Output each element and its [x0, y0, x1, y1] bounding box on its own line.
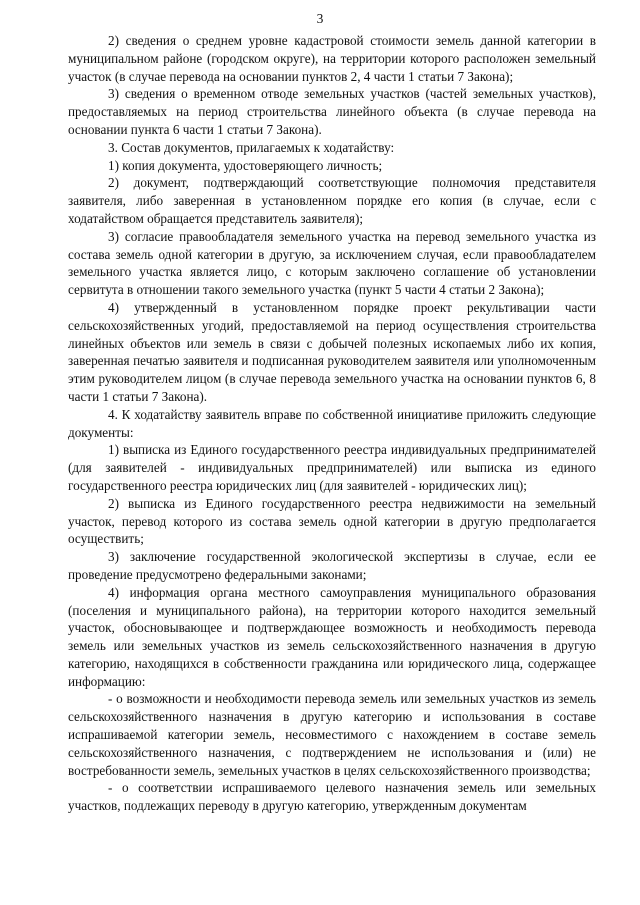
paragraph: 3) сведения о временном отводе земельных участков (частей земельных участков), предоставляемых на период строительства линейного объекта (в случае перевода на основании пункта 6 части 1 статьи 7 Закона).: [68, 86, 596, 137]
document-body: [68, 32, 596, 815]
section-heading: 3. Состав документов, прилагаемых к ходатайству:: [108, 139, 395, 155]
list-item: 4) утвержденный в установленном порядке проект рекультивации части сельскохозяйственных угодий, предоставляемой на период осуществления строительства линейных объектов или земель в связи с добычей полезных ископаемых либо их копия, заверенная печатью заявителя и подписанная руководителем заявителя или уполномоченным этим руководителем лицом (в случае перевода земельного участка на основании пунктов 6, 8 части 1 статьи 7 Закона).: [68, 299, 596, 404]
list-item: 1) выписка из Единого государственного реестра индивидуальных предпринимателей (для заявителей - индивидуальных предпринимателей) или выписка из единого государственного реестра юридических лиц (для заявителей - юридических лиц);: [68, 442, 596, 493]
sub-list-item: - о возможности и необходимости перевода земель или земельных участков из земель сельскохозяйственного назначения в другую категорию и использования в составе испрашиваемой категории земель, несовместимого с нахождением в составе земель сельскохозяйственного назначения, с подтверждением не использования и (или) не востребованности земель, земельных участков в целях сельскохозяйственного производства;: [68, 691, 596, 778]
paragraph: 2) сведения о среднем уровне кадастровой стоимости земель данной категории в муниципальном районе (городском округе), на территории которого расположен земельный участок (в случае перевода на основании пунктов 2, 4 части 1 статьи 7 Закона);: [68, 33, 596, 84]
list-item: 4) информация органа местного самоуправления муниципального образования (поселения и муниципального района), на территории которого находится земельный участок, обосновывающее и подтверждающее возможность и необходимость перевода земель или земельных участков из земель сельскохозяйственного назначения в другую категорию, находящихся в собственности гражданина или юридического лица, содержащее информацию:: [68, 584, 596, 689]
section-heading: 4. К ходатайству заявитель вправе по собственной инициативе приложить следующие документы:: [68, 406, 596, 440]
list-item: 3) заключение государственной экологической экспертизы в случае, если ее проведение предусмотрено федеральными законами;: [68, 549, 596, 582]
sub-list-item: - о соответствии испрашиваемого целевого назначения земель или земельных участков, подлежащих переводу в другую категорию, утвержденным документам: [68, 780, 596, 814]
list-item: 2) документ, подтверждающий соответствующие полномочия представителя заявителя, либо заверенная в установленном порядке его копия (в случае, если с ходатайством обращается представитель заявителя);: [68, 175, 596, 226]
list-item: 1) копия документа, удостоверяющего личность;: [108, 157, 383, 173]
list-item: 2) выписка из Единого государственного реестра недвижимости на земельный участок, перевод которого из состава земель одной категории в другую предполагается осуществить;: [68, 495, 596, 547]
list-item: 3) согласие правообладателя земельного участка на перевод земельного участка из состава земель одной категории в другую, за исключением случая, если правообладателем земельного участка является лицо, с которым заключено соглашение об установлении сервитута в отношении такого земельного участка (пункт 5 части 4 статьи 2 Закона);: [68, 228, 596, 298]
page-number: 3: [316, 11, 324, 26]
